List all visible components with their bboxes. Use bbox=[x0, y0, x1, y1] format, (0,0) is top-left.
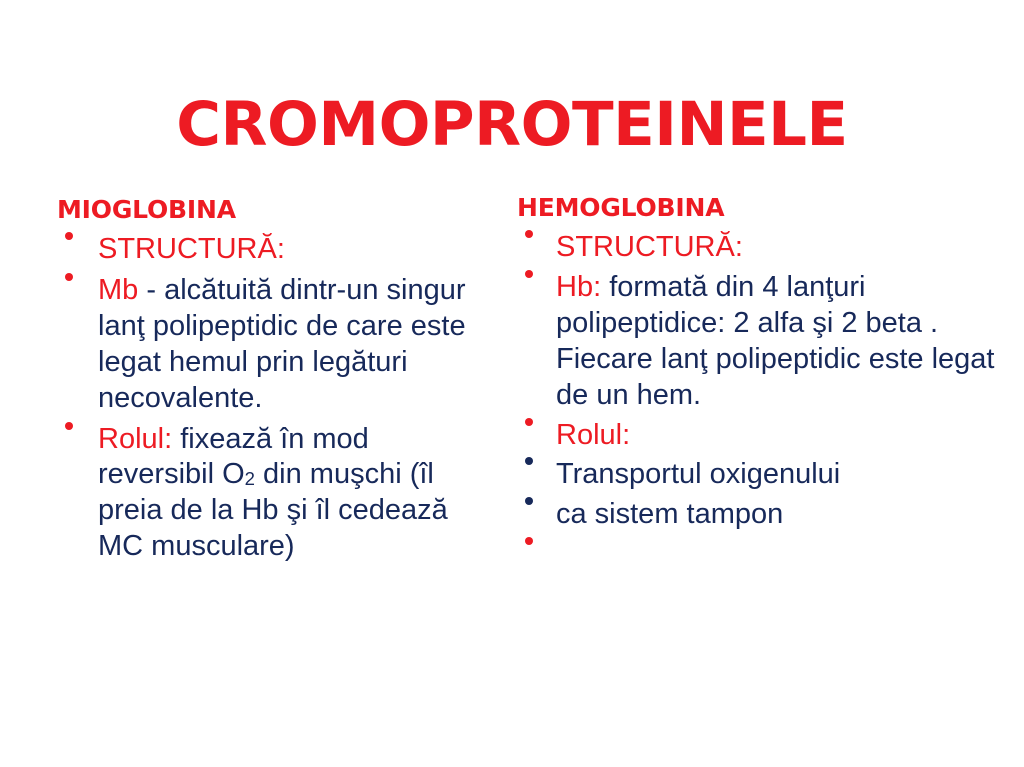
list-item-body: formată din 4 lanţuri polipeptidice: 2 alfa şi 2 beta . Fiecare lanţ polipeptidic este legat de un hem. bbox=[556, 270, 995, 411]
list-item bbox=[57, 273, 490, 417]
list-item-text: STRUCTURĂ: bbox=[556, 230, 743, 263]
column-heading-hemoglobina: HEMOGLOBINA bbox=[517, 193, 725, 222]
list-item bbox=[517, 230, 998, 266]
bullet-point-icon bbox=[525, 418, 533, 426]
list-item-body-pre: fixează în mod reversibil O bbox=[98, 422, 369, 491]
bullet-list-hemoglobina bbox=[517, 230, 998, 560]
bullet-point-icon bbox=[65, 273, 73, 281]
column-mioglobina bbox=[0, 196, 500, 570]
list-item-text: ca sistem tampon bbox=[556, 498, 784, 531]
list-item-lead: Mb bbox=[98, 273, 139, 306]
list-item-text bbox=[98, 422, 490, 566]
column-heading-mioglobina: MIOGLOBINA bbox=[57, 195, 236, 224]
bullet-point-icon bbox=[65, 422, 73, 430]
list-item-body-post: din muşchi (îl preia de la Hb şi îl cedează MC musculare) bbox=[98, 458, 448, 563]
page-title: CROMOPROTEINELE bbox=[176, 88, 848, 160]
list-item-lead: Rolul: bbox=[98, 422, 173, 455]
list-item bbox=[517, 270, 998, 414]
list-item bbox=[517, 497, 998, 533]
content-columns bbox=[0, 193, 1024, 570]
list-item bbox=[517, 457, 998, 493]
list-item-text bbox=[98, 273, 490, 417]
list-item-text: STRUCTURĂ: bbox=[98, 232, 285, 265]
list-item-body: - alcătuită dintr-un singur lanţ polipeptidic de care este legat hemul prin legături necovalente. bbox=[98, 273, 466, 414]
list-item-text: Transportul oxigenului bbox=[556, 458, 841, 491]
bullet-point-icon bbox=[525, 537, 533, 545]
list-item bbox=[57, 232, 490, 268]
list-item-empty bbox=[517, 537, 998, 559]
bullet-point-icon bbox=[65, 232, 73, 240]
bullet-point-icon bbox=[525, 230, 533, 238]
bullet-point-icon bbox=[525, 270, 533, 278]
column-hemoglobina bbox=[500, 194, 1024, 563]
list-item bbox=[57, 422, 490, 566]
oxygen-subscript: 2 bbox=[244, 467, 255, 489]
list-item-text bbox=[556, 270, 998, 414]
list-item-text: Rolul: bbox=[556, 418, 631, 451]
bullet-point-icon bbox=[525, 497, 533, 505]
bullet-point-icon bbox=[525, 457, 533, 465]
list-item bbox=[517, 418, 998, 454]
bullet-list-mioglobina bbox=[57, 232, 490, 566]
list-item-lead: Hb: bbox=[556, 270, 602, 303]
